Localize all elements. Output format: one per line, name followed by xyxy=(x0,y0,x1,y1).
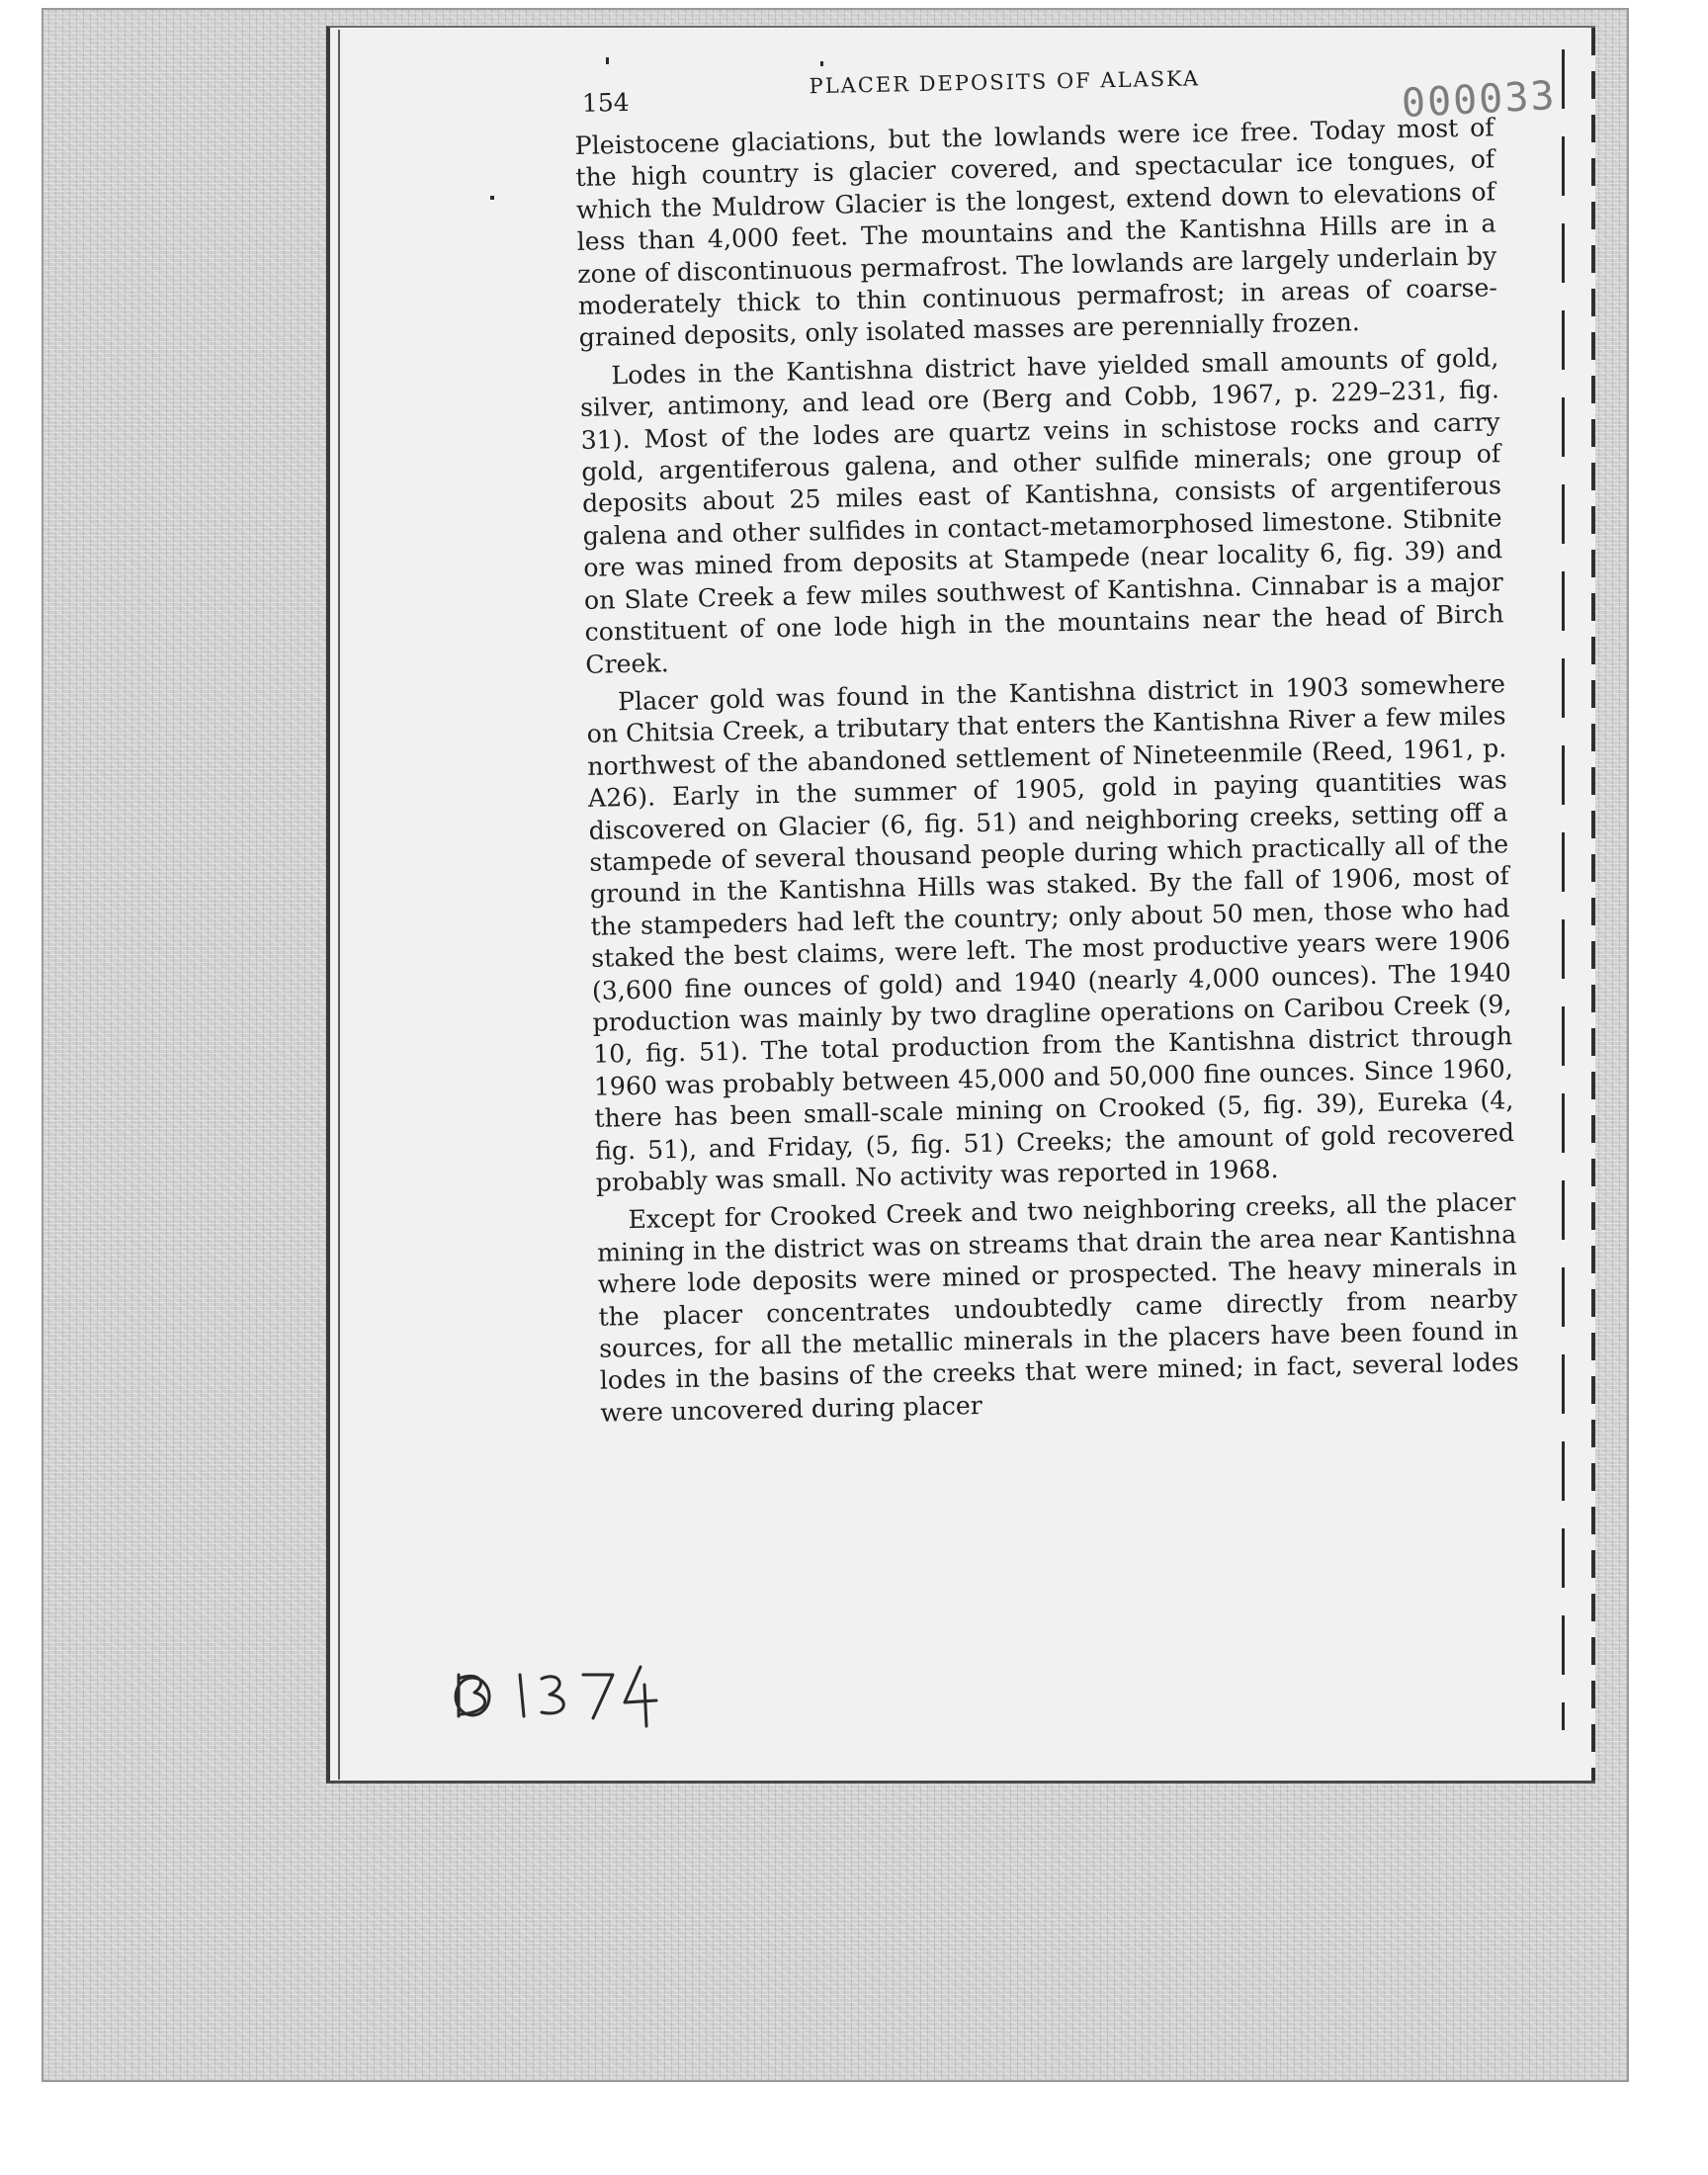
page-left-edge xyxy=(338,30,340,1780)
page-right-edge xyxy=(1562,49,1565,1730)
paragraph-1: Pleistocene glaciations, but the lowlands were ice free. Today most of the high country is glacier covered, and spectacular ice tongues, of which the Muldrow Glacier is the longest, extend down to elevations of less than 4,000 feet. The mountains and the Kantishna Hills are in a zone of discontinuous permafrost. The lowlands are largely underlain by moderately thick to thin continuous permafrost; in areas of coarse-grained deposits, only isolated masses are perennially frozen. xyxy=(574,113,1498,353)
paragraph-4: Except for Crooked Creek and two neighboring creeks, all the placer mining in the district was on streams that drain the area near Kantishna where lode deposits were mined or prospected. The heavy minerals in the placer concentrates undoubtedly came directly from nearby sources, for all the metallic minerals in the placers have been found in lodes in the basins of the creeks that were mined; in fact, several lodes were uncovered during placer xyxy=(596,1187,1519,1428)
paragraph-2: Lodes in the Kantishna district have yielded small amounts of gold, silver, antimony, and lead ore (Berg and Cobb, 1967, p. 229–231, fig. 31). Most of the lodes are quartz veins in schistose rocks and carry gold, argentiferous galena, and other sulfide minerals; one group of deposits about 25 miles east of Kantishna, consists of argentiferous galena and other sulfides in contact-metamorphosed limestone. Stibnite ore was mined from deposits at Stampede (near locality 6, fig. 39) and on Slate Creek a few miles southwest of Kantishna. Cinnabar is a major constituent of one lode high in the mountains near the head of Birch Creek. xyxy=(579,343,1504,679)
archive-stamp-number: 000033 xyxy=(1400,72,1558,128)
page-content xyxy=(573,41,1520,1430)
page-number: 154 xyxy=(581,87,630,118)
handwritten-note xyxy=(445,1641,662,1730)
running-title: PLACER DEPOSITS OF ALASKA xyxy=(809,66,1201,99)
body-text xyxy=(574,112,1519,1430)
scan-speck xyxy=(490,196,494,200)
paragraph-3: Placer gold was found in the Kantishna district in 1903 somewhere on Chitsia Creek, a tributary that enters the Kantishna River a few miles northwest of the abandoned settlement of Nineteenmile (Reed, 1961, p. A26). Early in the summer of 1905, gold in paying quantities was discovered on Glacier (6, fig. 51) and neighboring creeks, setting off a stampede of several thousand people during which practically all of the ground in the Kantishna Hills was staked. By the fall of 1906, most of the stampeders had left the country; only about 50 men, those who had staked the best claims, were left. The most productive years were 1906 (3,600 fine ounces of gold) and 1940 (nearly 4,000 ounces). The 1940 production was mainly by two dragline operations on Caribou Creek (9, 10, fig. 51). The total production from the Kantishna district through 1960 was probably between 45,000 and 50,000 fine ounces. Since 1960, there has been small-scale mining on Crooked (5, fig. 39), Eureka (4, fig. 51), and Friday, (5, fig. 51) Creeks; the amount of gold recovered probably was small. No activity was reported in 1968. xyxy=(586,669,1515,1197)
